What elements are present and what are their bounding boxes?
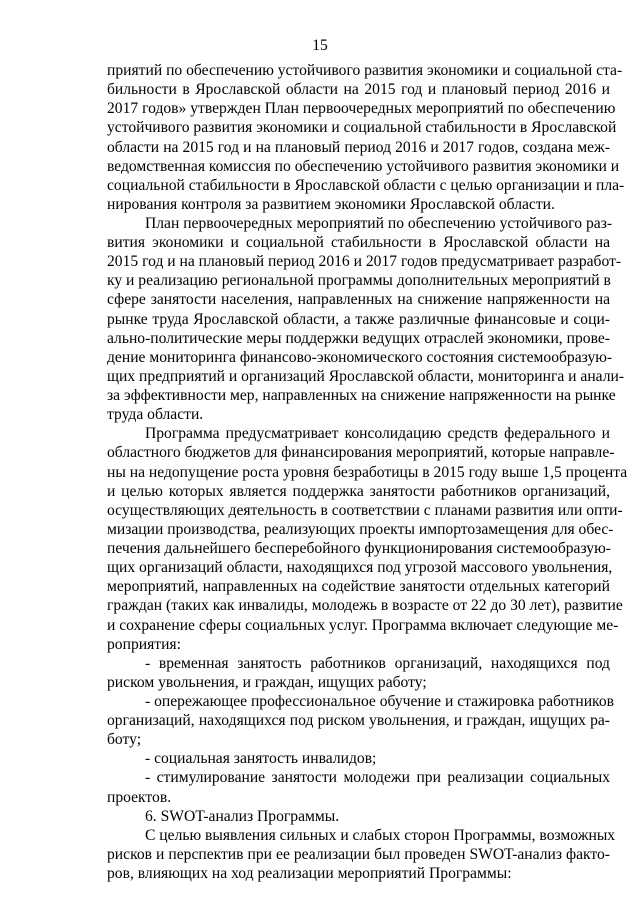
text-line: С целью выявления сильных и слабых сторон Программы, возможных <box>145 826 616 844</box>
text-line: области на 2015 год и на плановый период 2016 и 2017 годов, создана меж- <box>107 138 610 156</box>
text-line: 6. SWOT-анализ Программы. <box>145 807 340 825</box>
text-line: мероприятий, направленных на содействие занятости отдельных категорий <box>107 578 610 596</box>
text-line: 2015 год и на плановый период 2016 и 2017 годов предусматривает разработ- <box>107 253 622 271</box>
text-line: - стимулирование занятости молодежи при реализации социальных <box>145 769 610 787</box>
text-line: бильности в Ярославской области на 2015 год и плановый период 2016 и <box>107 81 610 99</box>
text-line: и целью которых является поддержка занятости работников организаций, <box>107 482 610 500</box>
text-line: ведомственная комиссия по обеспечению устойчивого развития экономики и <box>107 157 620 175</box>
text-line: - социальная занятость инвалидов; <box>145 750 377 768</box>
text-line: - опережающее профессиональное обучение и стажировка работников <box>145 693 614 710</box>
text-line: печения дальнейшего бесперебойного функционирования системообразую- <box>107 540 611 557</box>
text-line: социальной стабильности в Ярославской области с целью организации и пла- <box>107 176 625 194</box>
text-line: щих организаций области, находящихся под угрозой массового увольнения, <box>107 559 613 577</box>
text-line: вития экономики и социальной стабильности в Ярославской области на <box>107 234 610 252</box>
text-line: и сохранение сферы социальных услуг. Программа включает следующие ме- <box>107 616 619 634</box>
text-line: приятий по обеспечению устойчивого развития экономики и социальной ста- <box>107 62 623 79</box>
text-line: ны на недопущение роста уровня безработицы в 2015 году выше 1,5 процента <box>107 463 628 481</box>
text-line: мизации производства, реализующих проекты импортозамещения для обес- <box>107 520 614 538</box>
page-number: 15 <box>312 37 328 54</box>
text-line: областного бюджетов для финансирования мероприятий, которые направле- <box>107 444 615 462</box>
text-line: роприятия: <box>107 635 181 653</box>
text-line: ку и реализацию региональной программы дополнительных мероприятий в <box>107 272 611 290</box>
text-line: боту; <box>107 731 142 749</box>
text-line: - временная занятость работников организаций, находящихся под <box>145 654 610 672</box>
text-line: труда области. <box>107 406 204 424</box>
text-line: за эффективности мер, направленных на снижение напряженности на рынке <box>107 387 616 404</box>
text-line: 2017 годов» утвержден План первоочередных мероприятий по обеспечению <box>107 100 616 118</box>
text-line: ров, влияющих на ход реализации мероприятий Программы: <box>107 865 512 882</box>
text-line: нирования контроля за развитием экономики Ярославской области. <box>107 195 555 213</box>
text-line: рынке труда Ярославской области, а также различные финансовые и соци- <box>107 310 610 328</box>
text-line: щих предприятий и организаций Ярославской области, мониторинга и анали- <box>107 367 625 385</box>
text-line: дение мониторинга финансово-экономического состояния системообразую- <box>107 348 613 366</box>
text-line: ально-политические меры поддержки ведущих отраслей экономики, прове- <box>107 329 610 347</box>
text-line: устойчивого развития экономики и социальной стабильности в Ярославской <box>107 119 617 137</box>
text-line: осуществляющих деятельность в соответствии с планами развития или опти- <box>107 501 623 519</box>
text-line: рисков и перспектив при ее реализации был проведен SWOT-анализ факто- <box>107 845 610 863</box>
text-line: организаций, находящихся под риском увольнения, и граждан, ищущих ра- <box>107 712 610 730</box>
text-line: Программа предусматривает консолидацию средств федерального и <box>145 425 610 443</box>
text-line: граждан (таких как инвалиды, молодежь в возрасте от 22 до 30 лет), развитие <box>107 597 623 615</box>
text-line: риском увольнения, и граждан, ищущих работу; <box>107 673 427 691</box>
text-line: сфере занятости населения, направленных на снижение напряженности на <box>107 291 610 309</box>
text-line: План первоочередных мероприятий по обеспечению устойчивого раз- <box>145 215 613 232</box>
text-line: проектов. <box>107 788 172 806</box>
